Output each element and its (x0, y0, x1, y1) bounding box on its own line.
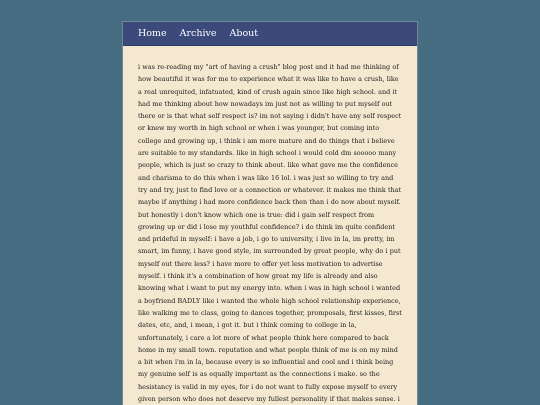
nav-home-link[interactable]: Home (138, 27, 167, 39)
post-body: i was re-reading my "art of having a crush" blog post and it had me thinking of how beautiful it was for me to experience what it was like to have a crush, like a real unrequited, infatuated, kind of crush again since like high school. and it had me thinking about how nowadays im just not as willing to put myself out there or is that what self respect is? im not saying i didn't have any self respect or knew my worth in high school or when i was younger, but coming into college and growing up, i think i am more mature and do things that i believe are suitable to my standards. like in high school i would cold dm sooooo many people, which is just so crazy to think about. like what gave me the confidence and charisma to do this when i was like 16 lol. i was just so willing to try and try and try, just to find love or a connection or whatever. it makes me think that maybe if anything i had more confidence back then than i do now about myself. but honestly i don't know which one is true: did i gain self respect from growing up or did i lose my youthful confidence? i do think im quite confident and prideful in myself: i have a job, i go to university, i live in la, im pretty, im smart, im funny, i have good style, im surrounded by great people, why do i put myself out there less? i have more to offer yet less motivation to advertise myself. i think it's a combination of how great my life is already and also knowing what i want to put my energy into. when i was in high school i wanted a boyfriend BADLY like i wanted the whole high school relationship experience, like walking me to class, going to dances together, promposals, first kisses, first dates, etc, and, i mean, i got it. but i think coming to college in la, unfortunately, i care a lot more of what people think here compared to back home in my small town. reputation and what people think of me is on my mind a bit when i'm in la, because every is so influential and cool and i think being my genuine self is as equally important as the connections i make. so the hesistancy is valid in my eyes, for i do not want to fully expose myself to every given person who does not deserve my fullest personality if that makes sense. i (138, 63, 402, 404)
blog-page (122, 21, 418, 405)
navbar (123, 22, 417, 46)
nav-archive-link[interactable]: Archive (179, 27, 217, 39)
nav-about-link[interactable]: About (229, 27, 259, 39)
